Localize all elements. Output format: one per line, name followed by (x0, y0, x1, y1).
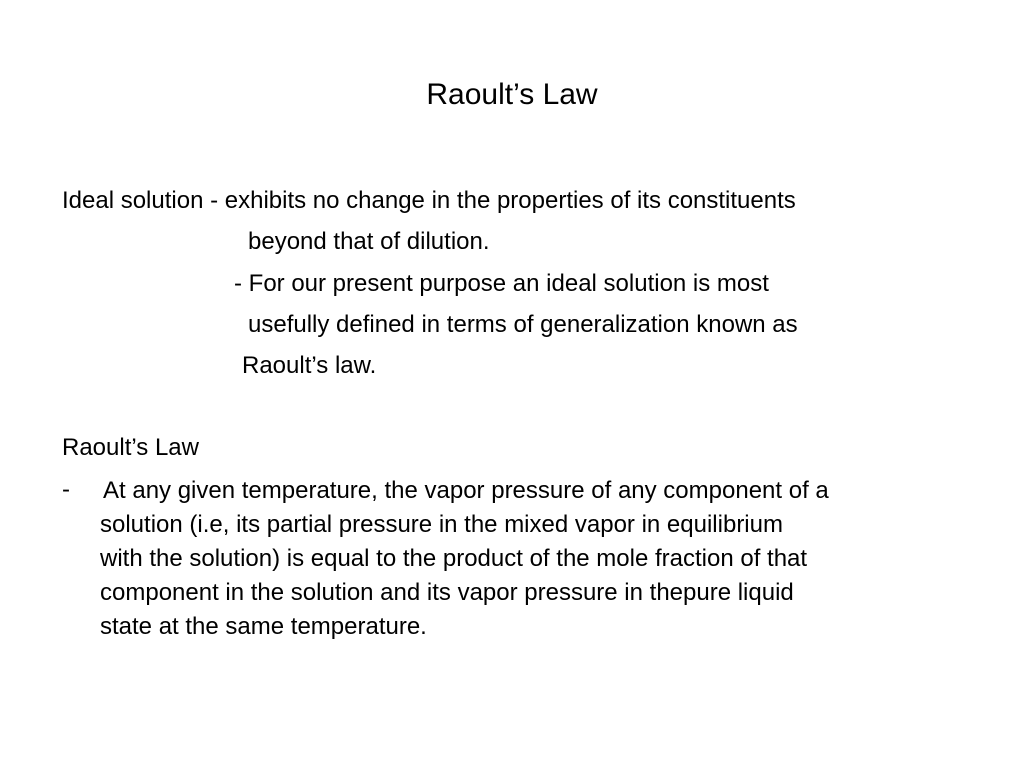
definition-line-4: usefully defined in terms of generalization known as (248, 311, 798, 338)
bullet-line-4: component in the solution and its vapor pressure in thepure liquid (100, 579, 794, 606)
bullet-line-5: state at the same temperature. (100, 613, 427, 640)
definition-line-5: Raoult’s law. (242, 352, 377, 379)
bullet-line-3: with the solution) is equal to the product of the mole fraction of that (100, 545, 808, 572)
definition-line-2: beyond that of dilution. (248, 228, 490, 255)
slide-title: Raoult’s Law (426, 78, 598, 111)
definition-line-1: Ideal solution - exhibits no change in the properties of its constituents (62, 187, 796, 214)
bullet-line-1: At any given temperature, the vapor pressure of any component of a (103, 477, 829, 504)
bullet-line-2: solution (i.e, its partial pressure in the mixed vapor in equilibrium (100, 511, 783, 538)
bullet-paragraph (100, 474, 980, 644)
bullet-marker: - (62, 476, 70, 503)
definition-line-3: - For our present purpose an ideal solution is most (234, 270, 769, 297)
section-heading: Raoult’s Law (62, 434, 199, 461)
